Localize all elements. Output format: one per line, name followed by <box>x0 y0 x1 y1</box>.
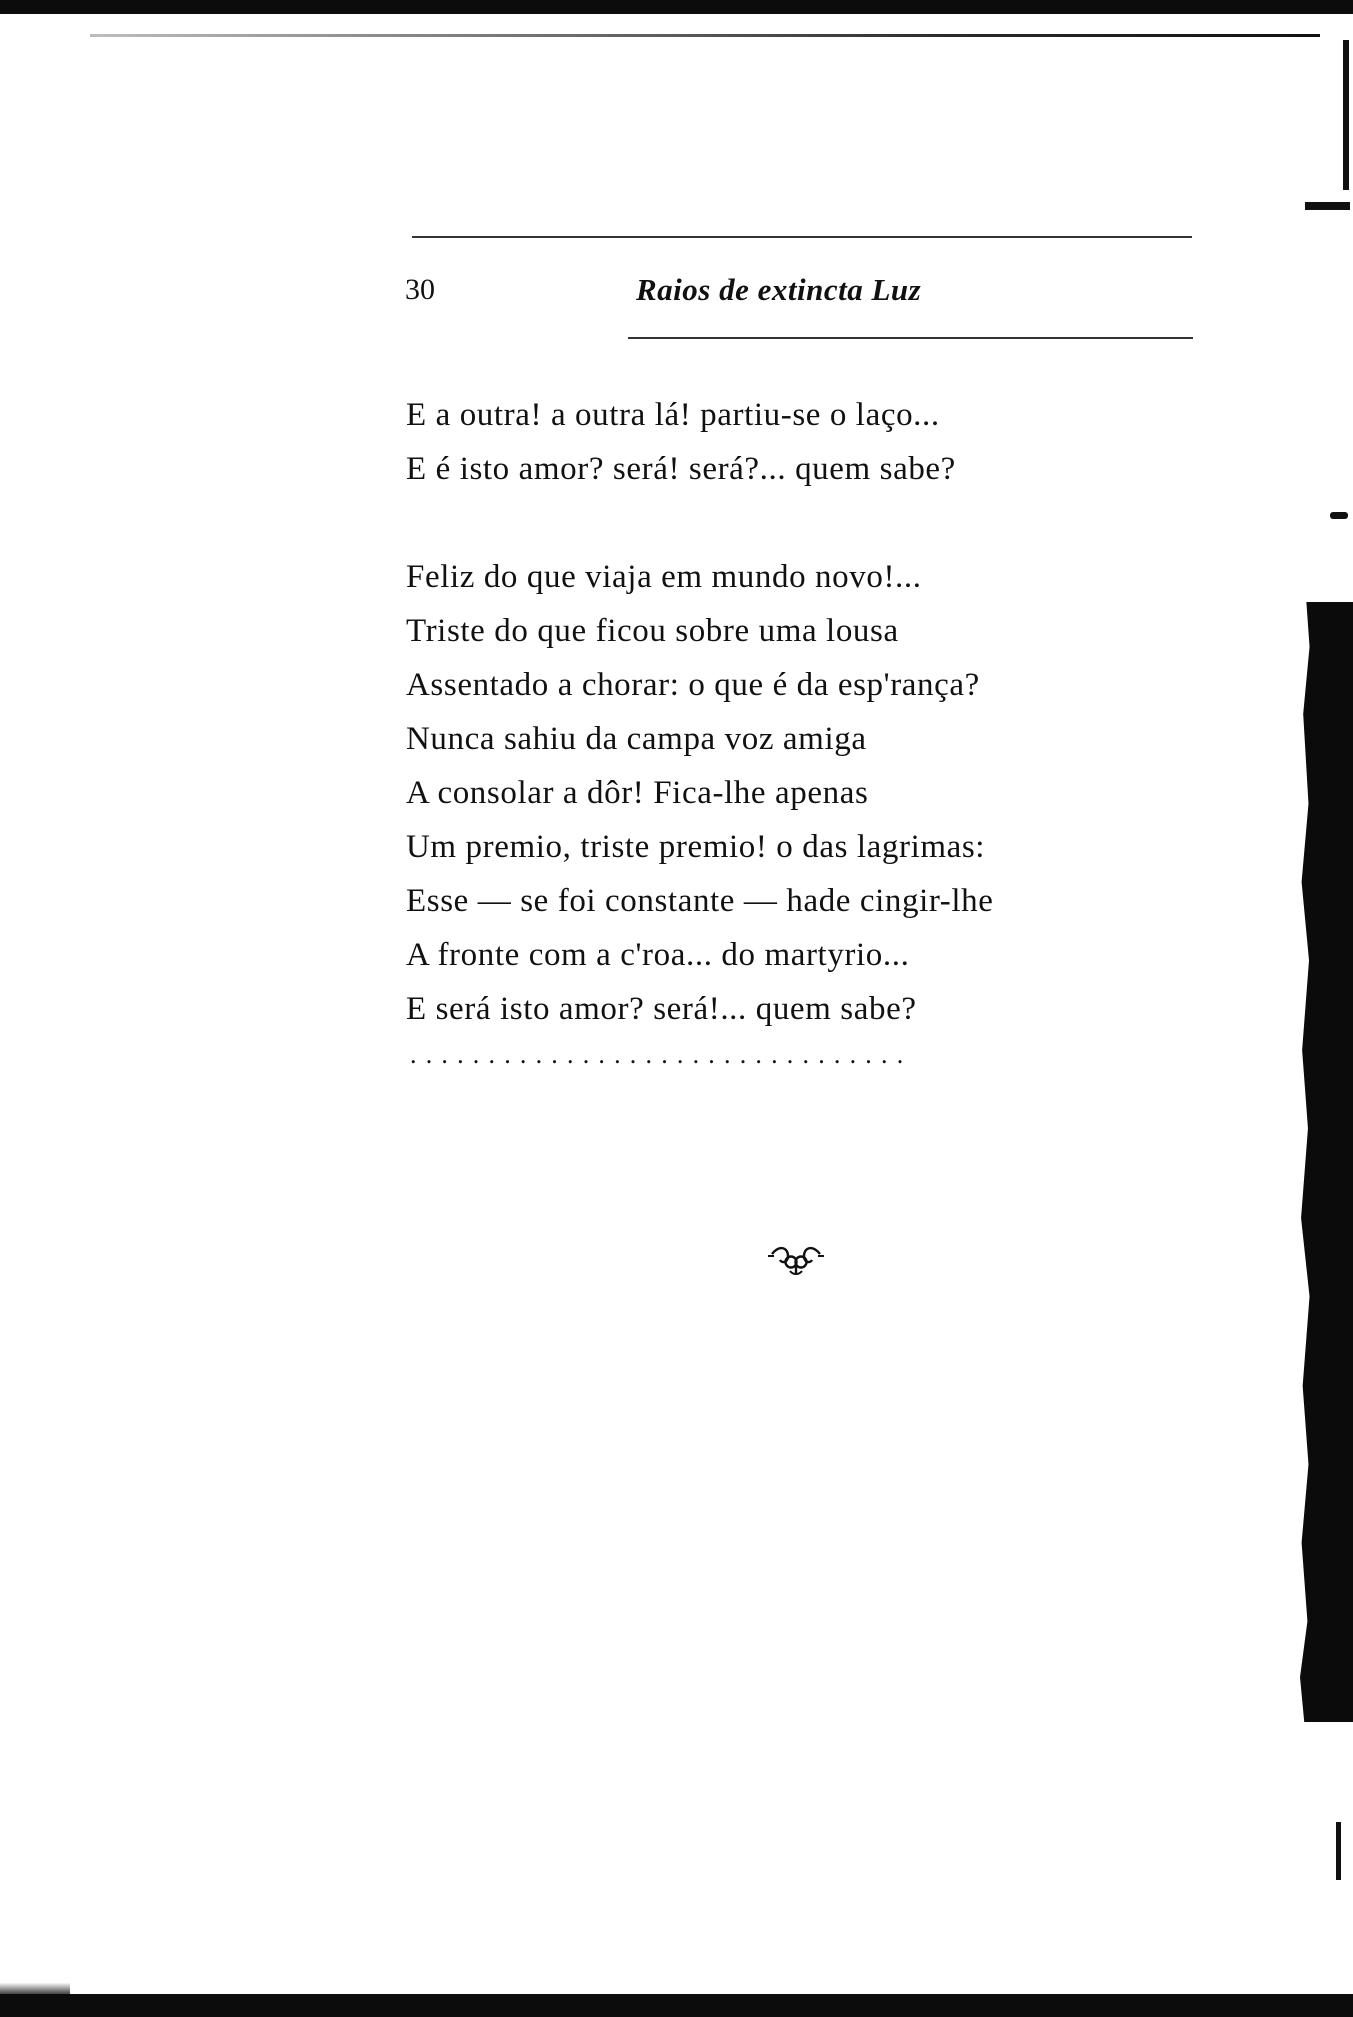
scan-edge-line <box>90 34 1320 37</box>
stanza <box>406 388 1206 496</box>
verse-line: E é isto amor? será! será?... quem sabe? <box>406 451 956 487</box>
verse-line: A fronte com a c'roa... do martyrio... <box>406 937 910 973</box>
running-title: Raios de extincta Luz <box>636 272 922 307</box>
verse-line: Nunca sahiu da campa voz amiga <box>406 721 867 757</box>
scan-edge-right-tick <box>1305 202 1350 210</box>
verse-line: Triste do que ficou sobre uma lousa <box>406 613 899 649</box>
stanza <box>406 550 1206 1036</box>
scan-edge-bottom <box>0 1994 1353 2017</box>
verse-line: Assentado a chorar: o que é da esp'rança? <box>406 667 980 703</box>
scan-edge-right-mark-bottom <box>1336 1822 1341 1880</box>
header-rule-top <box>412 236 1192 238</box>
header-rule-bottom <box>628 337 1193 339</box>
scan-edge-right-mark <box>1343 40 1349 190</box>
verse-line: A consolar a dôr! Fica-lhe apenas <box>406 775 869 811</box>
verse-line: E será isto amor? será!... quem sabe? <box>406 991 917 1027</box>
verse-line: Esse — se foi constante — hade cingir-lhe <box>406 883 994 919</box>
scan-edge-top <box>0 0 1353 14</box>
fleuron-ornament-icon <box>766 1242 826 1276</box>
scan-edge-bottom-left <box>0 1966 70 1996</box>
scan-edge-right-speck <box>1330 512 1348 519</box>
scan-edge-right-band <box>1300 602 1353 1722</box>
ellipsis-line: ................................ <box>410 1040 913 1069</box>
poem <box>406 388 1206 1036</box>
page-number: 30 <box>405 273 435 306</box>
verse-line: Um premio, triste premio! o das lagrimas: <box>406 829 986 865</box>
verse-line: E a outra! a outra lá! partiu-se o laço... <box>406 397 940 433</box>
verse-line: Feliz do que viaja em mundo novo!... <box>406 559 922 595</box>
